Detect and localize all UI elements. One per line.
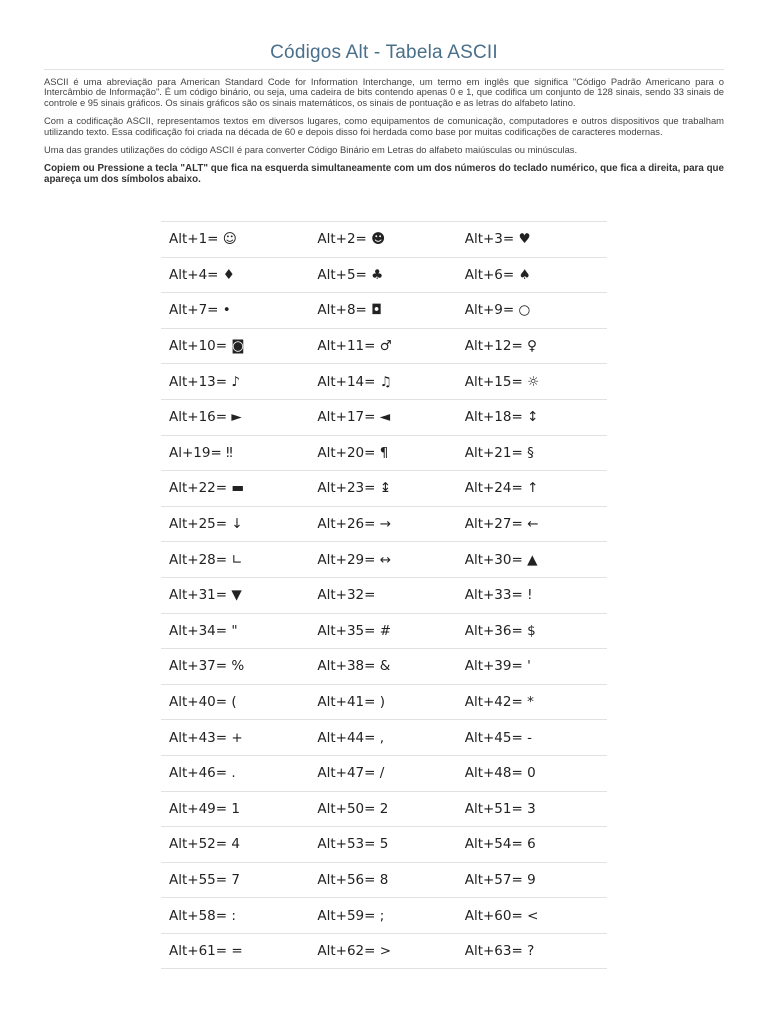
alt-code-cell: Alt+47= / — [317, 765, 385, 782]
alt-code-cell: Al+19= ‼ — [169, 444, 233, 461]
alt-code-cell: Alt+6= ♠ — [464, 266, 531, 283]
table-row — [161, 862, 607, 898]
alt-code-cell: Alt+29= ↔ — [317, 551, 392, 568]
alt-code-cell: Alt+2= ☻ — [317, 231, 386, 248]
alt-code-cell: Alt+42= * — [464, 694, 534, 711]
alt-code-cell: Alt+43= + — [169, 729, 243, 746]
alt-code-cell: Alt+44= , — [317, 729, 385, 746]
table-row — [161, 577, 607, 613]
table-row — [161, 364, 607, 400]
alt-code-cell: Alt+54= 6 — [464, 836, 536, 853]
table-row — [161, 293, 607, 329]
alt-code-cell: Alt+3= ♥ — [464, 231, 531, 248]
table-row — [161, 649, 607, 685]
alt-code-cell: Alt+52= 4 — [169, 836, 240, 853]
table-row — [161, 684, 607, 720]
alt-code-cell: Alt+11= ♂ — [317, 338, 392, 355]
alt-code-cell: Alt+22= ▬ — [169, 480, 245, 497]
document-page — [44, 0, 724, 185]
alt-code-cell: Alt+38= & — [317, 658, 391, 675]
alt-code-cell: Alt+5= ♣ — [317, 266, 384, 283]
alt-code-cell: Alt+25= ↓ — [169, 516, 243, 533]
alt-code-cell: Alt+40= ( — [169, 694, 237, 711]
alt-codes-table — [161, 221, 607, 969]
alt-code-cell: Alt+55= 7 — [169, 871, 240, 888]
alt-code-cell: Alt+50= 2 — [317, 800, 389, 817]
alt-code-cell: Alt+12= ♀ — [464, 338, 537, 355]
table-row — [161, 791, 607, 827]
table-row — [161, 827, 607, 863]
alt-code-cell: Alt+24= ↑ — [464, 480, 539, 497]
alt-code-cell: Alt+21= § — [464, 444, 534, 461]
table-row — [161, 720, 607, 756]
alt-code-cell: Alt+34= " — [169, 622, 238, 639]
alt-code-cell: Alt+23= ↨ — [317, 480, 392, 497]
alt-code-cell: Alt+7= • — [169, 302, 231, 319]
table-row — [161, 542, 607, 578]
alt-code-cell: Alt+1= ☺ — [169, 231, 237, 248]
alt-codes-table-body — [161, 222, 607, 969]
title-divider — [44, 69, 724, 70]
alt-code-cell: Alt+18= ↕ — [464, 409, 539, 426]
alt-code-cell: Alt+31= ▼ — [169, 587, 242, 604]
instruction-text: Copiem ou Pressione a tecla "ALT" que fica na esquerda simultaneamente com um dos números do teclado numérico, que fica a direita, para que apareça um dos símbolos abaixo. — [44, 163, 724, 186]
alt-code-cell: Alt+53= 5 — [317, 836, 389, 853]
table-row — [161, 506, 607, 542]
table-row — [161, 328, 607, 364]
alt-code-cell: Alt+39= ' — [464, 658, 531, 675]
alt-code-cell: Alt+9= ○ — [464, 302, 531, 319]
alt-code-cell: Alt+62= > — [317, 943, 392, 960]
table-row — [161, 898, 607, 934]
alt-code-cell: Alt+57= 9 — [464, 871, 536, 888]
alt-code-cell: Alt+63= ? — [464, 943, 535, 960]
alt-code-cell: Alt+27= ← — [464, 516, 539, 533]
intro-paragraph-3: Uma das grandes utilizações do código ASCII é para converter Código Binário em Letras do alfabeto maiúsculas ou minúsculas. — [44, 144, 578, 156]
alt-code-cell: Alt+46= . — [169, 765, 236, 782]
alt-code-cell: Alt+17= ◄ — [317, 409, 391, 426]
table-row — [161, 399, 607, 435]
alt-code-cell: Alt+58= : — [169, 907, 236, 924]
alt-code-cell: Alt+4= ♦ — [169, 266, 235, 283]
alt-code-cell: Alt+26= → — [317, 516, 392, 533]
alt-code-cell: Alt+36= $ — [464, 622, 536, 639]
table-row — [161, 755, 607, 791]
alt-code-cell: Alt+8= ◘ — [317, 302, 382, 319]
alt-code-cell: Alt+59= ; — [317, 907, 385, 924]
alt-code-cell: Alt+37= % — [169, 658, 245, 675]
alt-code-cell: Alt+14= ♫ — [317, 373, 392, 390]
alt-code-cell: Alt+56= 8 — [317, 871, 389, 888]
table-row — [161, 933, 607, 969]
alt-code-cell: Alt+61= = — [169, 943, 243, 960]
alt-code-cell: Alt+15= ☼ — [464, 373, 540, 390]
intro-paragraph-1: ASCII é uma abreviação para American Standard Code for Information Interchange, um termo em inglês que significa "Código Padrão Americano para o Intercâmbio de Informação". É um código binário, ou seja, uma cadeira de bits contendo apenas 0 e 1, que codifica um conjunto de 128 sinais, sendo 33 sinais de controle e 95 sinais gráficos. Os sinais gráficos são os sinais matemáticos, os sinais de pontuação e as letras do alfabeto latino. — [44, 76, 724, 108]
alt-code-cell: Alt+51= 3 — [464, 800, 536, 817]
intro-paragraph-2: Com a codificação ASCII, representamos textos em diversos lugares, como equipamentos de comunicação, computadores e outros dispositivos que trabalham utilizando texto. Essa codificação foi criada na década de 60 e depois disso foi herdada como base por muitas codificações de caracteres modernas. — [44, 115, 724, 137]
table-row — [161, 613, 607, 649]
alt-code-cell: Alt+32= — [317, 587, 376, 604]
alt-code-cell: Alt+45= - — [464, 729, 532, 746]
table-row — [161, 471, 607, 507]
table-row — [161, 257, 607, 293]
alt-code-cell: Alt+49= 1 — [169, 800, 240, 817]
alt-code-cell: Alt+35= # — [317, 622, 392, 639]
alt-code-cell: Alt+33= ! — [464, 587, 533, 604]
alt-code-cell: Alt+28= ∟ — [169, 551, 243, 568]
alt-code-cell: Alt+16= ► — [169, 409, 242, 426]
alt-code-cell: Alt+10= ◙ — [169, 338, 245, 355]
table-row — [161, 222, 607, 258]
alt-code-cell: Alt+41= ) — [317, 694, 385, 711]
alt-code-cell: Alt+20= ¶ — [317, 444, 389, 461]
page-title: Códigos Alt - Tabela ASCII — [270, 42, 498, 63]
alt-code-cell: Alt+60= < — [464, 907, 539, 924]
alt-code-cell: Alt+48= 0 — [464, 765, 536, 782]
table-row — [161, 435, 607, 471]
alt-code-cell: Alt+13= ♪ — [169, 373, 240, 390]
alt-code-cell: Alt+30= ▲ — [464, 551, 538, 568]
